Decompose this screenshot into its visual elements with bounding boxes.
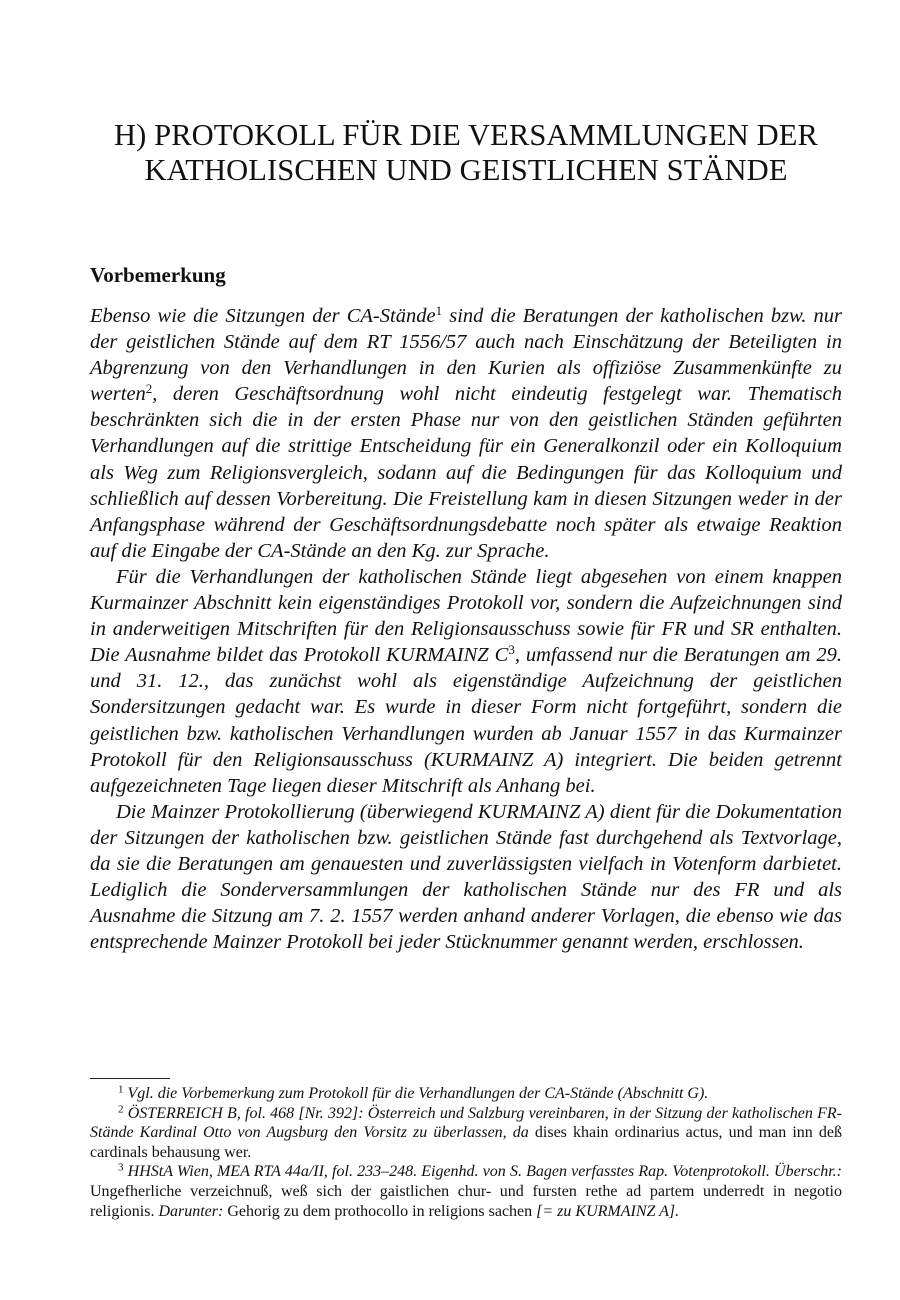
footnote-2-number: 2 — [118, 1103, 124, 1116]
footnote-ref-3: 3 — [508, 642, 515, 658]
section-title — [90, 118, 842, 188]
paragraph-2-text-b: , umfassend nur die Beratungen am 29. und 31. 12., das zunächst wohl als eigenständige Aufzeichnung der geistlichen Sondersitzungen gedacht war. Es wurde in dieser Form nicht fortgeführt, sondern die geistlichen bzw. katholischen Verhandlungen wurden ab Januar 1557 in das Kurmainzer Protokoll für den Religionsausschuss (KURMAINZ A) integriert. Die beiden getrennt aufgezeichneten Tage liegen dieser Mitschrift als Anhang bei. — [90, 644, 842, 797]
footnote-2-text-italic: ÖSTERREICH B, fol. 468 [Nr. 392]: Österreich und Salzburg vereinbaren, in der Sitzung der katholischen FR-Stände Kardinal Otto von Augsburg den Vorsitz zu überlassen, da — [90, 1104, 843, 1142]
paragraph-2-text-a: Für die Verhandlungen der katholischen Stände liegt abgesehen von einem knappen Kurmainzer Abschnitt kein eigenständiges Protokoll vor, sondern die Aufzeichnungen sind in anderweitigen Mitschriften für den Religionsausschuss sowie für FR und SR enthalten. Die Ausnahme bildet das Protokoll KURMAINZ C — [90, 565, 842, 667]
body-text — [90, 303, 842, 955]
footnote-ref-1: 1 — [435, 302, 443, 318]
footnote-3-text-italic-2: Darunter: — [158, 1202, 224, 1220]
paragraph-3-text: Die Mainzer Protokollierung (überwiegend KURMAINZ A) dient für die Dokumentation der Sitzungen der katholischen bzw. geistlichen Stände fast durchgehend als Textvorlage, da sie die Beratungen am genauesten und zuverlässigsten vielfach in Votenform darbietet. Lediglich die Sonderversammlungen der katholischen Stände nur des FR und als Ausnahme die Sitzung am 7. 2. 1557 werden anhand anderer Vorlagen, die ebenso wie das entsprechende Mainzer Protokoll bei jeder Stücknummer genannt werden, erschlossen. — [90, 800, 842, 954]
paragraph-2 — [90, 564, 842, 799]
footnote-1 — [90, 1084, 842, 1104]
footnote-3 — [90, 1162, 842, 1221]
footnote-3-text-quote-2: Gehorig zu dem prothocollo in religions sachen — [223, 1202, 537, 1220]
footnote-3-number: 3 — [118, 1161, 124, 1174]
paragraph-1 — [90, 303, 842, 564]
footnote-2 — [90, 1104, 842, 1163]
footnote-1-text: Vgl. die Vorbemerkung zum Protokoll für die Verhandlungen der CA-Stände (Abschnitt G). — [127, 1085, 709, 1102]
section-title-line-2: KATHOLISCHEN UND GEISTLICHEN STÄNDE — [144, 153, 788, 187]
paragraph-1-text-c: , deren Geschäftsordnung wohl nicht eindeutig festgelegt war. Thematisch beschränkten sich die in der ersten Phase nur von den geistlichen Ständen geführten Verhandlungen auf die strittige Entscheidung für ein Generalkonzil oder ein Kolloquium als Weg zum Religionsvergleich, sodann auf die Bedingungen für das Kolloquium und schließlich auf dessen Vorbereitung. Die Freistellung kam in diesen Sitzungen weder in der Anfangsphase während der Geschäftsordnungsdebatte noch später als etwaige Reaktion auf die Eingabe der CA-Stände an den Kg. zur Sprache. — [90, 383, 842, 562]
footnote-3-text-quote-1: Ungefherliche verzeichnuß, weß sich der gaistlichen chur- und fursten rethe ad partem underredt in negotio religionis. — [90, 1182, 842, 1220]
footnote-3-text-italic-3: [= zu KURMAINZ A]. — [536, 1202, 680, 1220]
paragraph-1-text-a: Ebenso wie die Sitzungen der CA-Stände — [90, 305, 436, 327]
footnotes — [90, 1084, 842, 1221]
paragraph-3 — [90, 799, 842, 956]
section-title-line-1: H) PROTOKOLL FÜR DIE VERSAMMLUNGEN DER — [114, 118, 818, 152]
footnote-3-text-italic-1: HHStA Wien, MEA RTA 44a/II, fol. 233–248. Eigenhd. von S. Bagen verfasstes Rap. Votenprotokoll. Überschr.: — [127, 1163, 843, 1181]
footnote-ref-2: 2 — [145, 381, 153, 397]
footnote-2-text-quote: dises khain ordinarius actus, und man inn deß cardinals behausung wer. — [90, 1124, 843, 1161]
subheading-vorbemerkung: Vorbemerkung — [90, 263, 226, 287]
footnote-1-number: 1 — [118, 1083, 124, 1096]
footnote-divider — [90, 1078, 170, 1079]
paragraph-1-text-b: sind die Beratungen der katholischen bzw. nur der geistlichen Stände auf dem RT 1556/57 auch nach Einschätzung der Beteiligten in Abgrenzung von den Verhandlungen in den Kurien als offiziöse Zusammenkünfte zu werten — [90, 305, 843, 406]
